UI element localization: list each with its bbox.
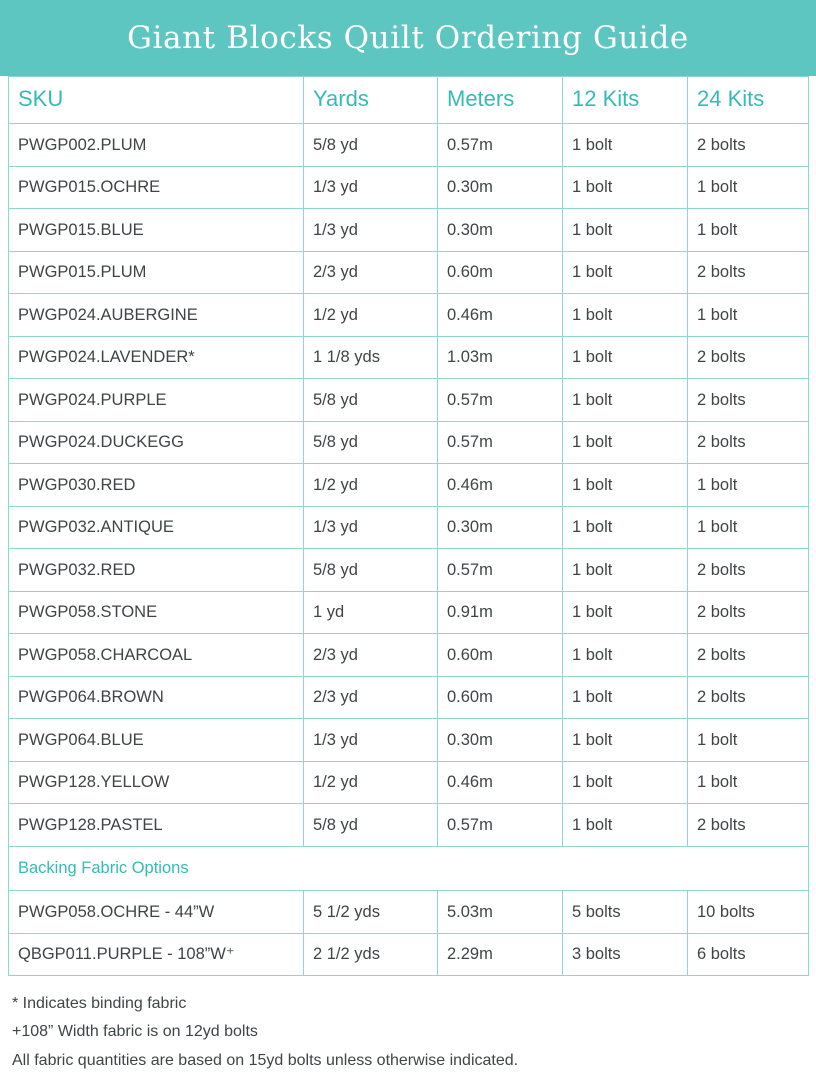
cell-sku: PWGP058.STONE [9, 591, 304, 634]
cell-12-kits: 1 bolt [563, 294, 688, 337]
footnote-bolt-quantities: All fabric quantities are based on 15yd bolts unless otherwise indicated. [12, 1051, 519, 1069]
table-row [9, 591, 809, 634]
cell-meters: 0.60m [438, 676, 563, 719]
ordering-guide-table [8, 76, 809, 976]
cell-yards: 5/8 yd [304, 379, 438, 422]
cell-sku: PWGP015.BLUE [9, 209, 304, 252]
cell-sku: PWGP024.LAVENDER* [9, 336, 304, 379]
cell-yards: 1/2 yd [304, 464, 438, 507]
footnotes [8, 976, 808, 1075]
table-row [9, 891, 809, 934]
cell-24-kits: 1 bolt [688, 761, 809, 804]
cell-yards: 1 1/8 yds [304, 336, 438, 379]
cell-24-kits: 2 bolts [688, 804, 809, 847]
cell-sku: PWGP032.ANTIQUE [9, 506, 304, 549]
cell-sku: PWGP024.PURPLE [9, 379, 304, 422]
table-row [9, 421, 809, 464]
cell-12-kits: 1 bolt [563, 591, 688, 634]
cell-sku: QBGP011.PURPLE - 108”W⁺ [9, 933, 304, 976]
cell-12-kits: 1 bolt [563, 251, 688, 294]
cell-yards: 1/3 yd [304, 166, 438, 209]
cell-24-kits: 2 bolts [688, 421, 809, 464]
cell-yards: 1/3 yd [304, 506, 438, 549]
column-header-meters: Meters [438, 77, 563, 124]
cell-12-kits: 1 bolt [563, 166, 688, 209]
table-row [9, 124, 809, 167]
cell-12-kits: 1 bolt [563, 634, 688, 677]
table-row [9, 251, 809, 294]
cell-24-kits: 2 bolts [688, 634, 809, 677]
cell-meters: 1.03m [438, 336, 563, 379]
cell-12-kits: 1 bolt [563, 379, 688, 422]
cell-24-kits: 1 bolt [688, 294, 809, 337]
section-header-row [9, 846, 809, 891]
cell-24-kits: 2 bolts [688, 124, 809, 167]
cell-meters: 0.60m [438, 634, 563, 677]
cell-12-kits: 1 bolt [563, 124, 688, 167]
page-title: Giant Blocks Quilt Ordering Guide [127, 20, 689, 56]
cell-12-kits: 1 bolt [563, 761, 688, 804]
section-label-backing-fabric: Backing Fabric Options [9, 846, 809, 891]
cell-yards: 5/8 yd [304, 804, 438, 847]
cell-yards: 1/3 yd [304, 719, 438, 762]
cell-sku: PWGP064.BROWN [9, 676, 304, 719]
cell-12-kits: 1 bolt [563, 209, 688, 252]
column-header-12-kits: 12 Kits [563, 77, 688, 124]
cell-24-kits: 1 bolt [688, 166, 809, 209]
cell-sku: PWGP030.RED [9, 464, 304, 507]
cell-yards: 1/2 yd [304, 761, 438, 804]
cell-meters: 0.30m [438, 209, 563, 252]
column-header-yards: Yards [304, 77, 438, 124]
cell-sku: PWGP015.PLUM [9, 251, 304, 294]
footnote-binding-fabric: * Indicates binding fabric [12, 995, 187, 1012]
cell-24-kits: 1 bolt [688, 464, 809, 507]
cell-yards: 1/3 yd [304, 209, 438, 252]
cell-meters: 0.46m [438, 294, 563, 337]
table-row [9, 379, 809, 422]
column-header-24-kits: 24 Kits [688, 77, 809, 124]
cell-12-kits: 1 bolt [563, 421, 688, 464]
table-row [9, 166, 809, 209]
cell-meters: 2.29m [438, 933, 563, 976]
table-header-row [9, 77, 809, 124]
cell-meters: 0.30m [438, 506, 563, 549]
table-row [9, 933, 809, 976]
cell-meters: 0.57m [438, 804, 563, 847]
cell-meters: 0.57m [438, 549, 563, 592]
cell-24-kits: 10 bolts [688, 891, 809, 934]
cell-sku: PWGP032.RED [9, 549, 304, 592]
cell-meters: 0.57m [438, 124, 563, 167]
cell-12-kits: 1 bolt [563, 506, 688, 549]
cell-meters: 0.60m [438, 251, 563, 294]
cell-24-kits: 6 bolts [688, 933, 809, 976]
cell-yards: 5/8 yd [304, 549, 438, 592]
table-row [9, 336, 809, 379]
cell-yards: 1 yd [304, 591, 438, 634]
cell-sku: PWGP128.PASTEL [9, 804, 304, 847]
cell-12-kits: 1 bolt [563, 676, 688, 719]
table-row [9, 209, 809, 252]
cell-yards: 2 1/2 yds [304, 933, 438, 976]
cell-yards: 5/8 yd [304, 421, 438, 464]
table-header [9, 77, 809, 124]
cell-24-kits: 2 bolts [688, 591, 809, 634]
cell-12-kits: 1 bolt [563, 804, 688, 847]
table-body [9, 124, 809, 976]
column-header-sku: SKU [9, 77, 304, 124]
cell-sku: PWGP058.CHARCOAL [9, 634, 304, 677]
cell-12-kits: 1 bolt [563, 719, 688, 762]
table-row [9, 761, 809, 804]
footnote-wide-bolt: +108” Width fabric is on 12yd bolts [12, 1023, 258, 1041]
cell-sku: PWGP015.OCHRE [9, 166, 304, 209]
cell-meters: 0.57m [438, 421, 563, 464]
cell-sku: PWGP128.YELLOW [9, 761, 304, 804]
table-row [9, 549, 809, 592]
table-row [9, 634, 809, 677]
cell-meters: 0.30m [438, 166, 563, 209]
cell-yards: 2/3 yd [304, 251, 438, 294]
cell-12-kits: 1 bolt [563, 464, 688, 507]
table-row [9, 804, 809, 847]
cell-sku: PWGP064.BLUE [9, 719, 304, 762]
table-row [9, 464, 809, 507]
cell-24-kits: 2 bolts [688, 549, 809, 592]
cell-12-kits: 3 bolts [563, 933, 688, 976]
cell-meters: 0.30m [438, 719, 563, 762]
cell-yards: 2/3 yd [304, 634, 438, 677]
cell-24-kits: 2 bolts [688, 336, 809, 379]
page-title-bar [0, 0, 816, 76]
table-row [9, 506, 809, 549]
cell-12-kits: 1 bolt [563, 549, 688, 592]
cell-meters: 0.46m [438, 761, 563, 804]
table-row [9, 719, 809, 762]
cell-sku: PWGP024.AUBERGINE [9, 294, 304, 337]
cell-yards: 5/8 yd [304, 124, 438, 167]
cell-12-kits: 5 bolts [563, 891, 688, 934]
cell-meters: 0.91m [438, 591, 563, 634]
cell-yards: 2/3 yd [304, 676, 438, 719]
cell-24-kits: 1 bolt [688, 719, 809, 762]
cell-24-kits: 2 bolts [688, 379, 809, 422]
table-row [9, 294, 809, 337]
cell-24-kits: 1 bolt [688, 506, 809, 549]
cell-meters: 0.46m [438, 464, 563, 507]
cell-sku: PWGP024.DUCKEGG [9, 421, 304, 464]
table-row [9, 676, 809, 719]
cell-sku: PWGP058.OCHRE - 44”W [9, 891, 304, 934]
cell-24-kits: 1 bolt [688, 209, 809, 252]
cell-24-kits: 2 bolts [688, 676, 809, 719]
cell-yards: 5 1/2 yds [304, 891, 438, 934]
cell-24-kits: 2 bolts [688, 251, 809, 294]
cell-12-kits: 1 bolt [563, 336, 688, 379]
cell-meters: 5.03m [438, 891, 563, 934]
cell-meters: 0.57m [438, 379, 563, 422]
cell-yards: 1/2 yd [304, 294, 438, 337]
cell-sku: PWGP002.PLUM [9, 124, 304, 167]
